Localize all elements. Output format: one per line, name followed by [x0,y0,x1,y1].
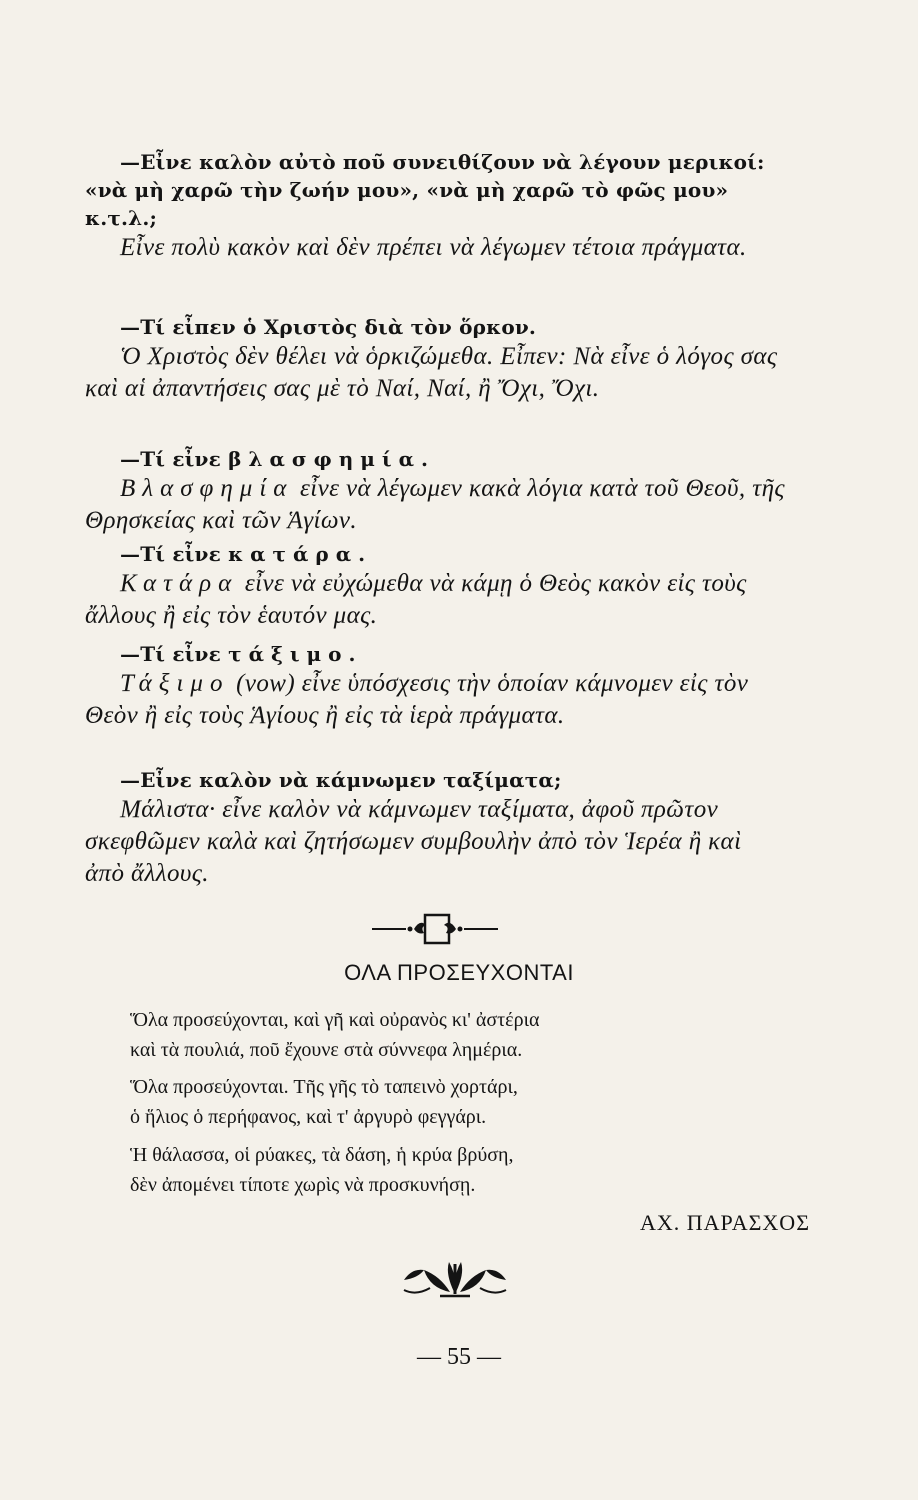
floral-tailpiece-icon [400,1258,510,1298]
answer-3-rest: εἶνε νὰ λέγωμεν κακὰ λόγια κατὰ τοῦ Θεοῦ, τῆς Θρησκείας καὶ τῶν Ἁγίων. [85,475,785,534]
question-1: —Εἶνε καλὸν αὐτὸ ποῦ συνειθίζουν νὰ λέγουν μερικοί: «νὰ μὴ χαρῶ τὴν ζωήν μου», «νὰ μὴ χαρῶ τὸ φῶς μου» κ.τ.λ.; [85,150,765,230]
answer-3 [85,473,785,537]
answer-3-term: Βλασφημία [120,475,294,502]
question-4-term: κατάρα. [228,542,373,566]
answer-1: Εἶνε πολὺ κακὸν καὶ δὲν πρέπει νὰ λέγωμεν τέτοια πράγματα. [120,234,747,261]
page-number: — 55 — [417,1344,501,1370]
answer-5-rest: (vow) εἶνε ὑπόσχεσις τὴν ὁποίαν κάμνομεν εἰς τὸν Θεὸν ἢ εἰς τοὺς Ἁγίους ἢ εἰς τὰ ἱερὰ πράγματα. [85,670,749,729]
poem-stanza-1 [130,1005,770,1065]
question-5 [85,640,785,668]
qa-4 [85,540,785,632]
question-3 [85,445,785,473]
answer-4-rest: εἶνε νὰ εὐχώμεθα νὰ κάμῃ ὁ Θεὸς κακὸν εἰς τοὺς ἄλλους ἢ εἰς τὸν ἑαυτόν μας. [85,570,747,629]
question-3-term: βλασφημία. [228,447,435,471]
poem-stanza-2 [130,1072,770,1132]
poem-line: ὁ ἥλιος ὁ περήφανος, καὶ τ' ἀργυρὸ φεγγάρι. [130,1106,487,1128]
question-5-term: τάξιμο. [228,642,363,666]
answer-4 [85,568,785,632]
answer-5-term: Τάξιμο [120,670,230,697]
question-4 [85,540,785,568]
qa-6 [85,766,785,890]
qa-3 [85,445,785,537]
poem-line: Ὅλα προσεύχονται. Τῆς γῆς τὸ ταπεινὸ χορτάρι, [130,1076,518,1098]
poem-title: ΟΛΑ ΠΡΟΣΕΥΧΟΝΤΑΙ [344,960,574,985]
question-5-prefix: —Τί εἶνε [120,642,229,666]
answer-2: Ὁ Χριστὸς δὲν θέλει νὰ ὁρκιζώμεθα. Εἶπεν: Νὰ εἶνε ὁ λόγος σας καὶ αἱ ἀπαντήσεις σας μὲ τὸ Ναί, Ναί, ἢ Ὄχι, Ὄχι. [85,343,778,402]
question-6: —Εἶνε καλὸν νὰ κάμνωμεν ταξίματα; [120,768,562,792]
poem-author: ΑΧ. ΠΑΡΑΣΧΟΣ [639,1210,810,1235]
answer-5 [85,668,785,732]
poem-line: Ὅλα προσεύχονται, καὶ γῆ καὶ οὐρανὸς κι' ἀστέρια [130,1009,540,1031]
poem-line: καὶ τὰ πουλιά, ποῦ ἔχουνε στὰ σύννεφα λημέρια. [130,1039,523,1061]
poem-line: Ἡ θάλασσα, οἱ ρύακες, τὰ δάση, ἡ κρύα βρύση, [130,1144,514,1166]
answer-6: Μάλιστα· εἶνε καλὸν νὰ κάμνωμεν ταξίματα, ἀφοῦ πρῶτον σκεφθῶμεν καλὰ καὶ ζητήσωμεν συμβουλὴν ἀπὸ τὸν Ἱερέα ἢ καὶ ἀπὸ ἄλλους. [85,796,742,887]
question-3-prefix: —Τί εἶνε [120,447,229,471]
answer-4-term: Κατάρα [120,570,239,597]
poem-line: δὲν ἀπομένει τίποτε χωρὶς νὰ προσκυνήσῃ. [130,1174,476,1196]
question-2: —Τί εἶπεν ὁ Χριστὸς διὰ τὸν ὅρκον. [120,315,537,339]
qa-2 [85,313,785,405]
poem-stanza-3 [130,1140,770,1200]
square-ornament-icon [370,912,500,946]
qa-1 [85,148,785,264]
question-4-prefix: —Τί εἶνε [120,542,229,566]
qa-5 [85,640,785,732]
